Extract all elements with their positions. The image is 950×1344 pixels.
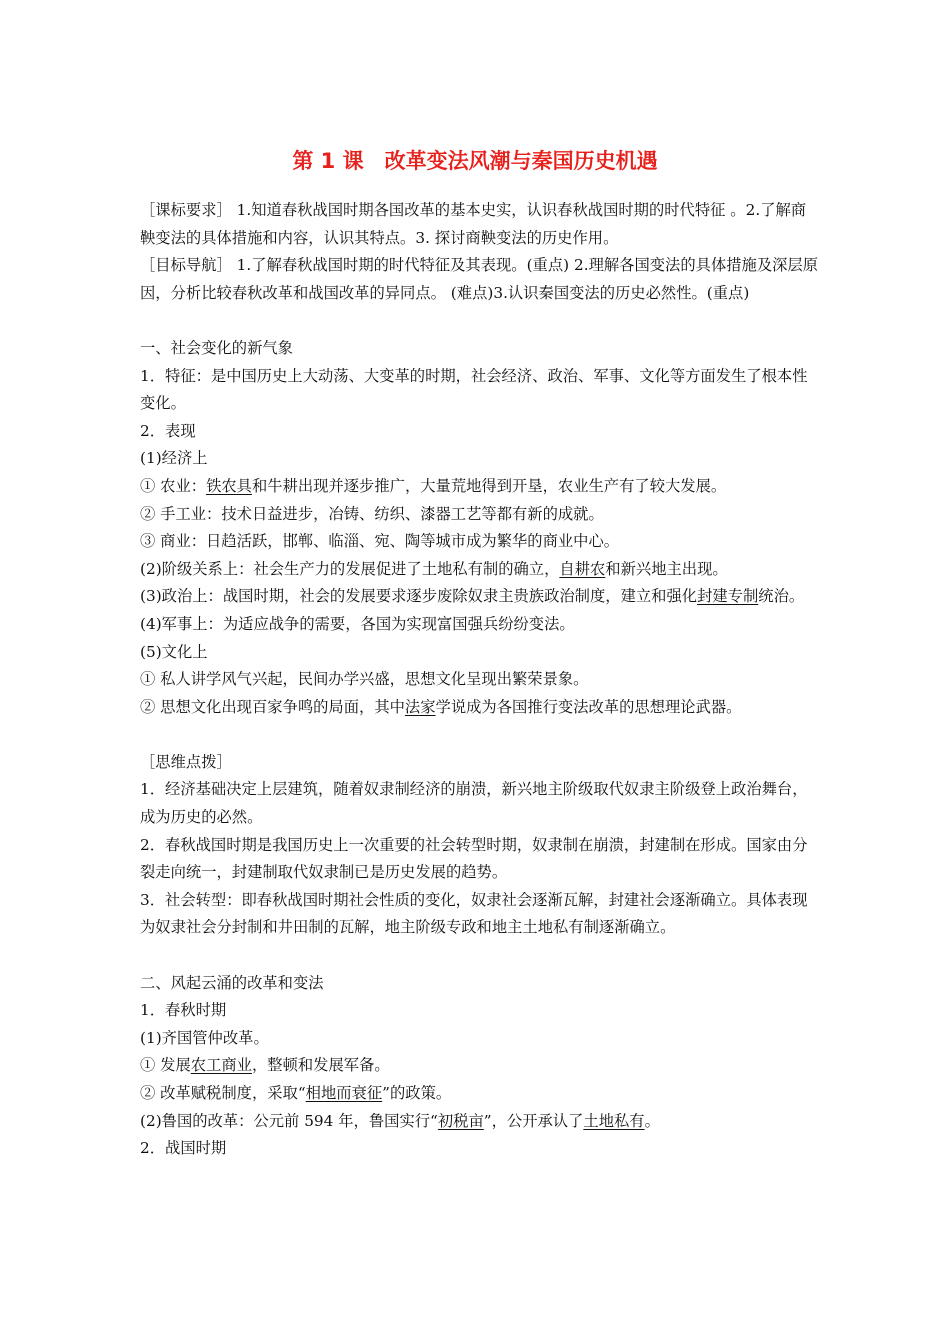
text-segment: ② 思想文化出现百家争鸣的局面，其中 xyxy=(140,697,405,716)
section-2-item-2: 2．战国时期 xyxy=(140,1139,227,1158)
politics-line xyxy=(140,583,820,611)
text-segment: ，整顿和发展军备。 xyxy=(251,1056,390,1075)
thinking-point-1: 1．经济基础决定上层建筑，随着奴隶制经济的崩溃，新兴地主阶级取代奴隶主阶级登上政治舞台，成为历史的必然。 xyxy=(140,780,808,827)
culture-heading: (5)文化上 xyxy=(140,642,208,661)
section-1-heading: 一、社会变化的新气象 xyxy=(140,338,293,357)
text-segment: (2)阶级关系上：社会生产力的发展促进了土地私有制的确立， xyxy=(140,559,560,578)
culture-line-2 xyxy=(140,694,820,722)
text-segment: 统治。 xyxy=(758,587,805,606)
underlined-term: 铁农具 xyxy=(206,476,252,495)
text-segment: ② 改革赋税制度，采取“ xyxy=(140,1084,306,1102)
text-segment: 学说成为各国推行变法改革的思想理论武器。 xyxy=(435,697,742,716)
document-body xyxy=(140,197,820,1163)
underlined-term: 相地而衰征 xyxy=(305,1084,383,1102)
qi-reform-line-1 xyxy=(140,1052,820,1080)
handicraft-line: ② 手工业：技术日益进步，冶铸、纺织、漆器工艺等都有新的成就。 xyxy=(140,504,604,523)
page-title: 第 1 课 改革变法风潮与秦国历史机遇 xyxy=(292,149,658,173)
thinking-heading: ［思维点拨］ xyxy=(140,752,232,771)
learning-objectives: ［目标导航］ 1.了解春秋战国时期的时代特征及其表现。(重点) 2.理解各国变法的具体措施及深层原因，分析比较春秋改革和战国改革的异同点。 (难点)3.认识秦国变法的历史必然性。(重点) xyxy=(140,256,819,302)
text-segment: ”的政策。 xyxy=(382,1084,452,1102)
section-2-heading: 二、风起云涌的改革和变法 xyxy=(140,973,324,992)
section-2-item-1: 1．春秋时期 xyxy=(140,1001,227,1020)
thinking-point-3: 3．社会转型：即春秋战国时期社会性质的变化，奴隶社会逐渐瓦解，封建社会逐渐确立。具体表现为奴隶社会分封制和井田制的瓦解，地主阶级专政和地主土地私有制逐渐确立。 xyxy=(140,890,808,937)
spacer xyxy=(140,307,820,335)
text-segment: ① 农业： xyxy=(140,476,207,495)
agriculture-line xyxy=(140,473,820,501)
lu-reform-line xyxy=(140,1108,820,1136)
section-1-item-2: 2．表现 xyxy=(140,421,196,440)
text-segment: 。 xyxy=(644,1111,660,1130)
military-line: (4)军事上：为适应战争的需要，各国为实现富国强兵纷纷变法。 xyxy=(140,614,575,633)
culture-line-1: ① 私人讲学风气兴起，民间办学兴盛，思想文化呈现出繁荣景象。 xyxy=(140,670,589,689)
section-1-item-1: 1．特征：是中国历史上大动荡、大变革的时期，社会经济、政治、军事、文化等方面发生了根本性变化。 xyxy=(140,366,808,413)
curriculum-requirements: ［课标要求］ 1.知道春秋战国时期各国改革的基本史实，认识春秋战国时期的时代特征 。2.了解商鞅变法的具体措施和内容，认识其特点。3. 探讨商鞅变法的历史作用。 xyxy=(140,201,807,247)
text-segment: (3)政治上：战国时期，社会的发展要求逐步废除奴隶主贵族政治制度，建立和强化 xyxy=(140,587,698,606)
text-segment: ① 发展 xyxy=(140,1056,191,1075)
underlined-term: 法家 xyxy=(404,697,436,716)
text-segment: 和牛耕出现并逐步推广，大量荒地得到开垦，农业生产有了较大发展。 xyxy=(251,476,727,495)
text-segment: ”，公开承认了 xyxy=(483,1111,584,1130)
qi-reform-heading: (1)齐国管仲改革。 xyxy=(140,1028,269,1047)
underlined-term: 农工商业 xyxy=(190,1056,252,1075)
spacer xyxy=(140,942,820,970)
underlined-term: 初税亩 xyxy=(437,1111,484,1130)
text-segment: (2)鲁国的改革：公元前 594 年，鲁国实行“ xyxy=(140,1111,438,1130)
underlined-term: 自耕农 xyxy=(559,559,606,578)
qi-reform-line-2 xyxy=(140,1080,820,1108)
class-relations-line xyxy=(140,556,820,584)
underlined-term: 封建专制 xyxy=(697,587,759,606)
spacer xyxy=(140,721,820,749)
commerce-line: ③ 商业：日趋活跃，邯郸、临淄、宛、陶等城市成为繁华的商业中心。 xyxy=(140,532,620,551)
economy-heading: (1)经济上 xyxy=(140,449,208,468)
text-segment: 和新兴地主出现。 xyxy=(605,559,728,578)
thinking-point-2: 2．春秋战国时期是我国历史上一次重要的社会转型时期，奴隶制在崩溃，封建制在形成。国家由分裂走向统一，封建制取代奴隶制已是历史发展的趋势。 xyxy=(140,835,808,882)
underlined-term: 土地私有 xyxy=(583,1111,645,1130)
